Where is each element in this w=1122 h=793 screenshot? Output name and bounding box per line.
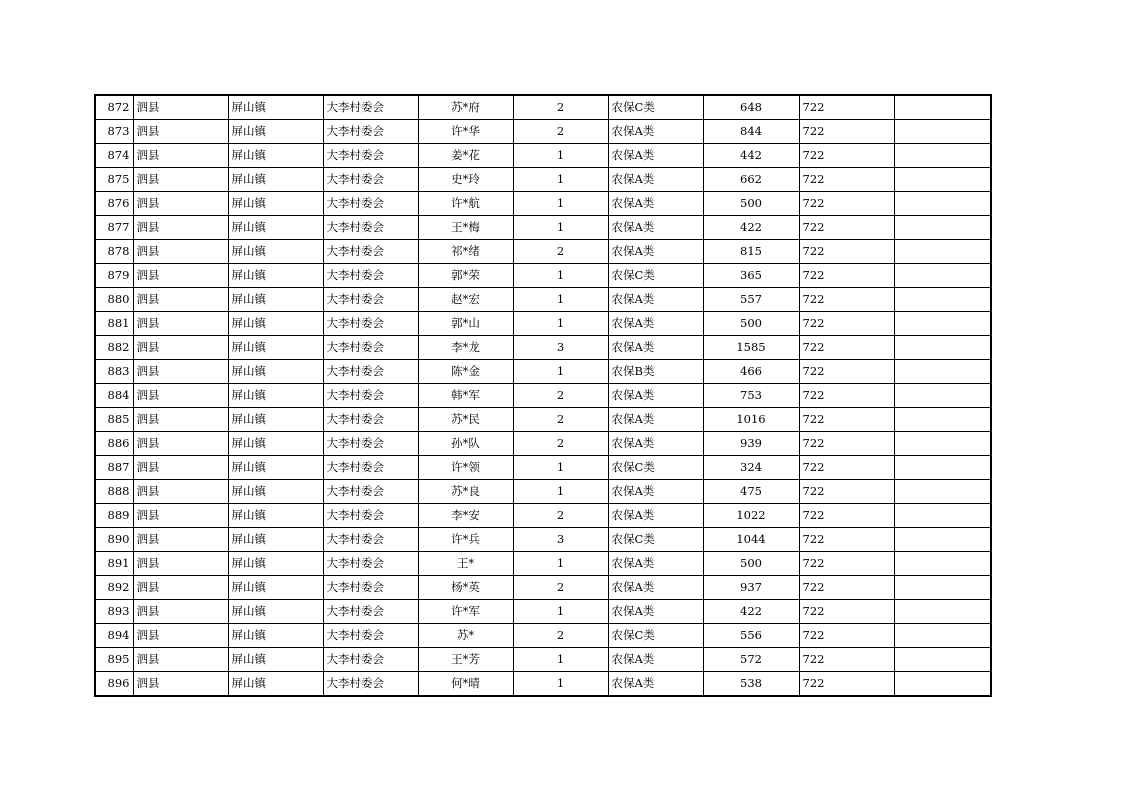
code-cell: 722	[799, 480, 894, 504]
name-cell: 李*龙	[418, 336, 513, 360]
county-cell: 泗县	[133, 336, 228, 360]
category-cell: 农保B类	[608, 360, 703, 384]
category-cell: 农保C类	[608, 264, 703, 288]
name-cell: 祁*绪	[418, 240, 513, 264]
county-cell: 泗县	[133, 408, 228, 432]
note-cell	[894, 504, 991, 528]
town-cell: 屏山镇	[228, 432, 323, 456]
members-cell: 1	[513, 360, 608, 384]
county-cell: 泗县	[133, 264, 228, 288]
amount-cell: 324	[703, 456, 799, 480]
name-cell: 王*芳	[418, 648, 513, 672]
name-cell: 许*航	[418, 192, 513, 216]
note-cell	[894, 216, 991, 240]
row-number-cell: 887	[95, 456, 133, 480]
table-row	[95, 504, 991, 528]
code-cell: 722	[799, 192, 894, 216]
town-cell: 屏山镇	[228, 480, 323, 504]
members-cell: 1	[513, 192, 608, 216]
category-cell: 农保C类	[608, 95, 703, 120]
row-number-cell: 876	[95, 192, 133, 216]
code-cell: 722	[799, 240, 894, 264]
category-cell: 农保A类	[608, 408, 703, 432]
note-cell	[894, 264, 991, 288]
amount-cell: 422	[703, 216, 799, 240]
table-row	[95, 336, 991, 360]
county-cell: 泗县	[133, 95, 228, 120]
note-cell	[894, 240, 991, 264]
code-cell: 722	[799, 576, 894, 600]
county-cell: 泗县	[133, 480, 228, 504]
note-cell	[894, 456, 991, 480]
table-row	[95, 456, 991, 480]
members-cell: 1	[513, 456, 608, 480]
category-cell: 农保A类	[608, 504, 703, 528]
amount-cell: 466	[703, 360, 799, 384]
county-cell: 泗县	[133, 312, 228, 336]
data-table	[94, 94, 992, 697]
town-cell: 屏山镇	[228, 648, 323, 672]
table-row	[95, 216, 991, 240]
amount-cell: 365	[703, 264, 799, 288]
members-cell: 1	[513, 312, 608, 336]
name-cell: 郭*荣	[418, 264, 513, 288]
village-cell: 大李村委会	[323, 432, 418, 456]
code-cell: 722	[799, 216, 894, 240]
note-cell	[894, 648, 991, 672]
town-cell: 屏山镇	[228, 600, 323, 624]
category-cell: 农保A类	[608, 120, 703, 144]
category-cell: 农保C类	[608, 624, 703, 648]
note-cell	[894, 576, 991, 600]
code-cell: 722	[799, 624, 894, 648]
county-cell: 泗县	[133, 192, 228, 216]
name-cell: 李*安	[418, 504, 513, 528]
table-row	[95, 144, 991, 168]
row-number-cell: 875	[95, 168, 133, 192]
village-cell: 大李村委会	[323, 312, 418, 336]
note-cell	[894, 384, 991, 408]
members-cell: 1	[513, 288, 608, 312]
row-number-cell: 885	[95, 408, 133, 432]
table-row	[95, 432, 991, 456]
members-cell: 2	[513, 384, 608, 408]
members-cell: 1	[513, 216, 608, 240]
town-cell: 屏山镇	[228, 144, 323, 168]
village-cell: 大李村委会	[323, 336, 418, 360]
row-number-cell: 877	[95, 216, 133, 240]
name-cell: 苏*	[418, 624, 513, 648]
amount-cell: 475	[703, 480, 799, 504]
village-cell: 大李村委会	[323, 576, 418, 600]
town-cell: 屏山镇	[228, 168, 323, 192]
code-cell: 722	[799, 288, 894, 312]
note-cell	[894, 336, 991, 360]
members-cell: 2	[513, 95, 608, 120]
amount-cell: 815	[703, 240, 799, 264]
table-row	[95, 360, 991, 384]
category-cell: 农保A类	[608, 384, 703, 408]
members-cell: 1	[513, 648, 608, 672]
amount-cell: 844	[703, 120, 799, 144]
town-cell: 屏山镇	[228, 504, 323, 528]
county-cell: 泗县	[133, 528, 228, 552]
town-cell: 屏山镇	[228, 576, 323, 600]
name-cell: 郭*山	[418, 312, 513, 336]
county-cell: 泗县	[133, 672, 228, 697]
county-cell: 泗县	[133, 216, 228, 240]
county-cell: 泗县	[133, 624, 228, 648]
note-cell	[894, 480, 991, 504]
category-cell: 农保A类	[608, 216, 703, 240]
name-cell: 许*领	[418, 456, 513, 480]
town-cell: 屏山镇	[228, 264, 323, 288]
name-cell: 杨*英	[418, 576, 513, 600]
table-row	[95, 480, 991, 504]
code-cell: 722	[799, 384, 894, 408]
code-cell: 722	[799, 552, 894, 576]
code-cell: 722	[799, 504, 894, 528]
category-cell: 农保A类	[608, 552, 703, 576]
name-cell: 孙*队	[418, 432, 513, 456]
note-cell	[894, 360, 991, 384]
row-number-cell: 891	[95, 552, 133, 576]
category-cell: 农保A类	[608, 480, 703, 504]
town-cell: 屏山镇	[228, 288, 323, 312]
town-cell: 屏山镇	[228, 192, 323, 216]
category-cell: 农保A类	[608, 600, 703, 624]
members-cell: 2	[513, 120, 608, 144]
note-cell	[894, 600, 991, 624]
village-cell: 大李村委会	[323, 672, 418, 697]
row-number-cell: 890	[95, 528, 133, 552]
town-cell: 屏山镇	[228, 672, 323, 697]
town-cell: 屏山镇	[228, 95, 323, 120]
note-cell	[894, 528, 991, 552]
table-row	[95, 624, 991, 648]
name-cell: 史*玲	[418, 168, 513, 192]
table-row	[95, 192, 991, 216]
county-cell: 泗县	[133, 432, 228, 456]
county-cell: 泗县	[133, 456, 228, 480]
name-cell: 许*兵	[418, 528, 513, 552]
village-cell: 大李村委会	[323, 552, 418, 576]
county-cell: 泗县	[133, 120, 228, 144]
name-cell: 许*华	[418, 120, 513, 144]
row-number-cell: 880	[95, 288, 133, 312]
name-cell: 王*	[418, 552, 513, 576]
village-cell: 大李村委会	[323, 168, 418, 192]
code-cell: 722	[799, 336, 894, 360]
code-cell: 722	[799, 648, 894, 672]
table-row	[95, 528, 991, 552]
members-cell: 1	[513, 480, 608, 504]
table-row	[95, 648, 991, 672]
row-number-cell: 896	[95, 672, 133, 697]
code-cell: 722	[799, 95, 894, 120]
town-cell: 屏山镇	[228, 408, 323, 432]
category-cell: 农保A类	[608, 312, 703, 336]
members-cell: 2	[513, 240, 608, 264]
village-cell: 大李村委会	[323, 216, 418, 240]
county-cell: 泗县	[133, 360, 228, 384]
village-cell: 大李村委会	[323, 480, 418, 504]
members-cell: 1	[513, 552, 608, 576]
code-cell: 722	[799, 672, 894, 697]
row-number-cell: 884	[95, 384, 133, 408]
category-cell: 农保A类	[608, 576, 703, 600]
name-cell: 赵*宏	[418, 288, 513, 312]
amount-cell: 500	[703, 552, 799, 576]
category-cell: 农保C类	[608, 456, 703, 480]
village-cell: 大李村委会	[323, 408, 418, 432]
code-cell: 722	[799, 168, 894, 192]
members-cell: 2	[513, 576, 608, 600]
name-cell: 苏*良	[418, 480, 513, 504]
town-cell: 屏山镇	[228, 624, 323, 648]
amount-cell: 422	[703, 600, 799, 624]
members-cell: 2	[513, 624, 608, 648]
village-cell: 大李村委会	[323, 624, 418, 648]
row-number-cell: 886	[95, 432, 133, 456]
members-cell: 2	[513, 504, 608, 528]
members-cell: 3	[513, 336, 608, 360]
name-cell: 苏*府	[418, 95, 513, 120]
amount-cell: 1585	[703, 336, 799, 360]
amount-cell: 1044	[703, 528, 799, 552]
category-cell: 农保A类	[608, 432, 703, 456]
amount-cell: 648	[703, 95, 799, 120]
town-cell: 屏山镇	[228, 384, 323, 408]
county-cell: 泗县	[133, 288, 228, 312]
code-cell: 722	[799, 312, 894, 336]
code-cell: 722	[799, 456, 894, 480]
amount-cell: 500	[703, 192, 799, 216]
county-cell: 泗县	[133, 168, 228, 192]
category-cell: 农保C类	[608, 528, 703, 552]
note-cell	[894, 624, 991, 648]
village-cell: 大李村委会	[323, 456, 418, 480]
name-cell: 何*晴	[418, 672, 513, 697]
note-cell	[894, 95, 991, 120]
category-cell: 农保A类	[608, 240, 703, 264]
amount-cell: 937	[703, 576, 799, 600]
category-cell: 农保A类	[608, 144, 703, 168]
row-number-cell: 879	[95, 264, 133, 288]
table-row	[95, 552, 991, 576]
code-cell: 722	[799, 120, 894, 144]
village-cell: 大李村委会	[323, 192, 418, 216]
table-row	[95, 576, 991, 600]
name-cell: 王*梅	[418, 216, 513, 240]
village-cell: 大李村委会	[323, 384, 418, 408]
category-cell: 农保A类	[608, 336, 703, 360]
village-cell: 大李村委会	[323, 264, 418, 288]
row-number-cell: 895	[95, 648, 133, 672]
members-cell: 2	[513, 408, 608, 432]
table-row	[95, 600, 991, 624]
category-cell: 农保A类	[608, 288, 703, 312]
note-cell	[894, 288, 991, 312]
county-cell: 泗县	[133, 144, 228, 168]
town-cell: 屏山镇	[228, 336, 323, 360]
village-cell: 大李村委会	[323, 528, 418, 552]
code-cell: 722	[799, 264, 894, 288]
county-cell: 泗县	[133, 552, 228, 576]
row-number-cell: 883	[95, 360, 133, 384]
note-cell	[894, 312, 991, 336]
row-number-cell: 888	[95, 480, 133, 504]
amount-cell: 939	[703, 432, 799, 456]
county-cell: 泗县	[133, 384, 228, 408]
amount-cell: 556	[703, 624, 799, 648]
name-cell: 陈*金	[418, 360, 513, 384]
village-cell: 大李村委会	[323, 95, 418, 120]
note-cell	[894, 168, 991, 192]
village-cell: 大李村委会	[323, 360, 418, 384]
table-row	[95, 168, 991, 192]
members-cell: 1	[513, 144, 608, 168]
code-cell: 722	[799, 432, 894, 456]
village-cell: 大李村委会	[323, 288, 418, 312]
table-body	[95, 95, 991, 696]
village-cell: 大李村委会	[323, 504, 418, 528]
note-cell	[894, 192, 991, 216]
members-cell: 1	[513, 600, 608, 624]
amount-cell: 753	[703, 384, 799, 408]
note-cell	[894, 432, 991, 456]
table-row	[95, 264, 991, 288]
row-number-cell: 882	[95, 336, 133, 360]
members-cell: 1	[513, 264, 608, 288]
county-cell: 泗县	[133, 504, 228, 528]
note-cell	[894, 144, 991, 168]
name-cell: 苏*民	[418, 408, 513, 432]
amount-cell: 557	[703, 288, 799, 312]
note-cell	[894, 552, 991, 576]
village-cell: 大李村委会	[323, 648, 418, 672]
amount-cell: 1016	[703, 408, 799, 432]
town-cell: 屏山镇	[228, 456, 323, 480]
amount-cell: 662	[703, 168, 799, 192]
row-number-cell: 889	[95, 504, 133, 528]
town-cell: 屏山镇	[228, 240, 323, 264]
row-number-cell: 872	[95, 95, 133, 120]
village-cell: 大李村委会	[323, 144, 418, 168]
town-cell: 屏山镇	[228, 360, 323, 384]
village-cell: 大李村委会	[323, 600, 418, 624]
table-row	[95, 408, 991, 432]
village-cell: 大李村委会	[323, 120, 418, 144]
town-cell: 屏山镇	[228, 528, 323, 552]
name-cell: 姜*花	[418, 144, 513, 168]
county-cell: 泗县	[133, 648, 228, 672]
table-row	[95, 240, 991, 264]
category-cell: 农保A类	[608, 648, 703, 672]
amount-cell: 500	[703, 312, 799, 336]
note-cell	[894, 120, 991, 144]
code-cell: 722	[799, 144, 894, 168]
town-cell: 屏山镇	[228, 552, 323, 576]
town-cell: 屏山镇	[228, 120, 323, 144]
note-cell	[894, 408, 991, 432]
category-cell: 农保A类	[608, 168, 703, 192]
row-number-cell: 878	[95, 240, 133, 264]
members-cell: 1	[513, 672, 608, 697]
code-cell: 722	[799, 408, 894, 432]
county-cell: 泗县	[133, 240, 228, 264]
table-row	[95, 95, 991, 120]
code-cell: 722	[799, 360, 894, 384]
town-cell: 屏山镇	[228, 312, 323, 336]
code-cell: 722	[799, 600, 894, 624]
table-row	[95, 312, 991, 336]
amount-cell: 1022	[703, 504, 799, 528]
county-cell: 泗县	[133, 576, 228, 600]
table-row	[95, 288, 991, 312]
row-number-cell: 893	[95, 600, 133, 624]
members-cell: 3	[513, 528, 608, 552]
table-row	[95, 384, 991, 408]
amount-cell: 572	[703, 648, 799, 672]
members-cell: 2	[513, 432, 608, 456]
row-number-cell: 873	[95, 120, 133, 144]
row-number-cell: 892	[95, 576, 133, 600]
row-number-cell: 894	[95, 624, 133, 648]
category-cell: 农保A类	[608, 672, 703, 697]
county-cell: 泗县	[133, 600, 228, 624]
row-number-cell: 881	[95, 312, 133, 336]
members-cell: 1	[513, 168, 608, 192]
category-cell: 农保A类	[608, 192, 703, 216]
name-cell: 许*军	[418, 600, 513, 624]
table-row	[95, 120, 991, 144]
amount-cell: 538	[703, 672, 799, 697]
name-cell: 韩*军	[418, 384, 513, 408]
amount-cell: 442	[703, 144, 799, 168]
note-cell	[894, 672, 991, 697]
village-cell: 大李村委会	[323, 240, 418, 264]
table-row	[95, 672, 991, 697]
town-cell: 屏山镇	[228, 216, 323, 240]
code-cell: 722	[799, 528, 894, 552]
row-number-cell: 874	[95, 144, 133, 168]
